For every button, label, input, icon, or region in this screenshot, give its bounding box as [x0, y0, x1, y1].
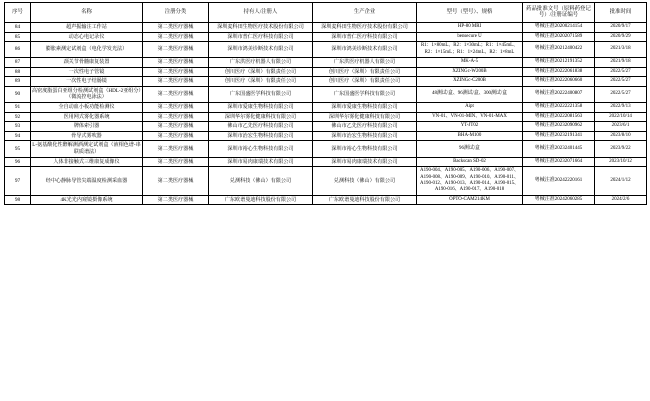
cell-device-name: 高密度脂蛋白亚组分检测试剂盒（HDL-2亚组分）（微流控电泳法） — [31, 86, 143, 102]
cell-device-name: 全自动血小板功能检测仪 — [31, 102, 143, 112]
cell-model-spec: XZINGc-W200B — [417, 67, 523, 77]
cell-device-name: 超声振输注工作站 — [31, 22, 143, 32]
cell-approval-date: 2022/5/27 — [595, 67, 647, 77]
cell-model-spec: XZINGc-C200B — [417, 77, 523, 87]
cell-index: 97 — [5, 167, 31, 196]
cell-approval-date: 2024/2/6 — [595, 195, 647, 205]
cell-holder: 深圳华尔雾化健康科技有限公司 — [209, 112, 313, 122]
cell-registration-class: 第二类医疗器械 — [143, 157, 209, 167]
cell-approval-number: 粤械注准20200214154 — [523, 22, 595, 32]
cell-approval-date: 2020/9/29 — [595, 32, 647, 42]
cell-manufacturer: 广东洪医疗机器人有限公司 — [313, 57, 417, 67]
cell-registration-class: 第二类医疗器械 — [143, 131, 209, 141]
cell-approval-date: 2022/9/13 — [595, 102, 647, 112]
cell-approval-date: 2022/10/14 — [595, 112, 647, 122]
cell-approval-date: 2024/1/12 — [595, 167, 647, 196]
cell-approval-number: 粤械注准20222081563 — [523, 112, 595, 122]
cell-registration-class: 第二类医疗器械 — [143, 67, 209, 77]
cell-index: 88 — [5, 67, 31, 77]
table-row — [5, 102, 647, 112]
cell-holder: 深圳市易肉康瑞技术有限公司 — [209, 157, 313, 167]
cell-manufacturer: 创川医疗（深圳）有限责任公司 — [313, 67, 417, 77]
table-row — [5, 22, 647, 32]
cell-registration-class: 第二类医疗器械 — [143, 32, 209, 42]
table-row — [5, 57, 647, 67]
table-header — [5, 3, 647, 23]
cell-approval-number: 粤械注准20232401445 — [523, 141, 595, 157]
cell-manufacturer: 深圳华尔雾化健康科技有限公司 — [313, 112, 417, 122]
cell-approval-date: 2022/5/27 — [595, 86, 647, 102]
cell-device-name: 动态心电记录仪 — [31, 32, 143, 42]
cell-index: 91 — [5, 102, 31, 112]
cell-index: 85 — [5, 32, 31, 42]
cell-index: 87 — [5, 57, 31, 67]
cell-holder: 兑测科技（佛山）有限公司 — [209, 167, 313, 196]
cell-index: 98 — [5, 195, 31, 205]
table-row — [5, 67, 647, 77]
table-header-row — [5, 3, 647, 23]
cell-registration-class: 第二类医疗器械 — [143, 42, 209, 58]
table-body — [5, 22, 647, 204]
column-header-manufacturer: 生产企业 — [313, 3, 417, 23]
cell-approval-number: 粤械注准20232071664 — [523, 157, 595, 167]
cell-manufacturer: 广东欧谱曼迪科技股份有限公司 — [313, 195, 417, 205]
cell-holder: 深圳市鸿美诊断技术有限公司 — [209, 42, 313, 58]
cell-manufacturer: 深圳市易肉康瑞技术有限公司 — [313, 157, 417, 167]
cell-approval-number: 粤械注准20222061838 — [523, 67, 595, 77]
column-header-approval-number: 药品批准文号（原料药登记号）/注册证编号 — [523, 3, 595, 23]
cell-device-name: 骨导式雾吹器 — [31, 131, 143, 141]
table-row — [5, 195, 647, 205]
cell-holder: 佛山市乙先医疗科技有限公司 — [209, 122, 313, 132]
cell-device-name: 牌体索引器 — [31, 122, 143, 132]
column-header-name: 名称 — [31, 3, 143, 23]
cell-manufacturer: 深圳市裕心生物科技有限公司 — [313, 141, 417, 157]
cell-device-name: 4K光光内窥镜摄像系统 — [31, 195, 143, 205]
cell-approval-number: 粤械注准20212191352 — [523, 57, 595, 67]
cell-device-name: L-氨基酸化性酵解测酒测定试剂盒（液相色谱-串联质谱法） — [31, 141, 143, 157]
cell-holder: 深圳市普仁医疗科技有限公司 — [209, 32, 313, 42]
cell-manufacturer: 创川医疗（深圳）有限责任公司 — [313, 77, 417, 87]
cell-manufacturer: 兑测科技（佛山）有限公司 — [313, 167, 417, 196]
cell-model-spec: YT-JT02 — [417, 122, 523, 132]
cell-device-name: 人体非接触式三维康复成像仪 — [31, 157, 143, 167]
cell-manufacturer: 深圳市普仁医疗科技有限公司 — [313, 32, 417, 42]
cell-holder: 广东欧谱曼迪科技股份有限公司 — [209, 195, 313, 205]
cell-approval-number: 粤械注准20242220161 — [523, 167, 595, 196]
cell-approval-number: 粤械注准20202071589 — [523, 32, 595, 42]
column-header-model: 型号（型号）、规格 — [417, 3, 523, 23]
cell-model-spec: bensecure U — [417, 32, 523, 42]
cell-model-spec: MK-A-5 — [417, 57, 523, 67]
cell-device-name: 医用网式雾化器系统 — [31, 112, 143, 122]
cell-registration-class: 第二类医疗器械 — [143, 195, 209, 205]
cell-model-spec: BHA-M100 — [417, 131, 523, 141]
table-row — [5, 122, 647, 132]
cell-approval-number: 粤械注准20232191341 — [523, 131, 595, 141]
cell-approval-date: 2022/5/27 — [595, 77, 647, 87]
cell-holder: 广东国盛医学科技有限公司 — [209, 86, 313, 102]
cell-holder: 创川医疗（深圳）有限责任公司 — [209, 77, 313, 87]
table-row — [5, 86, 647, 102]
cell-manufacturer: 广东国盛医学科技有限公司 — [313, 86, 417, 102]
cell-registration-class: 第二类医疗器械 — [143, 102, 209, 112]
cell-device-name: 一次性电子结肠镜 — [31, 77, 143, 87]
cell-approval-number: 粤械注准20232090962 — [523, 122, 595, 132]
cell-index: 93 — [5, 122, 31, 132]
cell-holder: 深圳市治宏生物科技有限公司 — [209, 131, 313, 141]
table-row — [5, 32, 647, 42]
cell-device-name: 颈关节骨髓康复装置 — [31, 57, 143, 67]
cell-holder: 创川医疗（深圳）有限责任公司 — [209, 67, 313, 77]
table-row — [5, 157, 647, 167]
cell-registration-class: 第二类医疗器械 — [143, 122, 209, 132]
cell-device-name: 膨胀素测定试剂盒（电化学发光法） — [31, 42, 143, 58]
cell-index: 90 — [5, 86, 31, 102]
cell-device-name: 经中心静脉导管尖端温度检测采血器 — [31, 167, 143, 196]
table-row — [5, 167, 647, 196]
table-row — [5, 141, 647, 157]
cell-index: 92 — [5, 112, 31, 122]
cell-index: 84 — [5, 22, 31, 32]
cell-index: 95 — [5, 141, 31, 157]
cell-registration-class: 第二类医疗器械 — [143, 86, 209, 102]
cell-model-spec: A190-004、A190-005、A190-006、A190-007、A190-008、A190-009、A190-010、A190-011、A190-012、A190-013、A190-014、A190-015、A190-016、A190-017、A190-018 — [417, 167, 523, 196]
table-row — [5, 42, 647, 58]
cell-model-spec: Backscan SD-02 — [417, 157, 523, 167]
cell-model-spec: 48测试/盒、96测试/盒、300测试/盒 — [417, 86, 523, 102]
cell-manufacturer: 深圳麦科田生物医疗技术股份有限公司 — [313, 22, 417, 32]
cell-approval-date: 2020/9/17 — [595, 22, 647, 32]
cell-registration-class: 第二类医疗器械 — [143, 167, 209, 196]
cell-model-spec: 96测试/盒 — [417, 141, 523, 157]
cell-model-spec: R1：1×80mL、R2：1×30mL；R1：1×45mL、R2：1×15mL；R1：1×24mL、R2：1×8mL — [417, 42, 523, 58]
cell-approval-date: 2021/3/18 — [595, 42, 647, 58]
column-header-approval-date: 批准时间 — [595, 3, 647, 23]
cell-registration-class: 第二类医疗器械 — [143, 77, 209, 87]
cell-index: 86 — [5, 42, 31, 58]
cell-model-spec: VN-01、VN-01-MIN、VN-01-MAX — [417, 112, 523, 122]
cell-registration-class: 第二类医疗器械 — [143, 57, 209, 67]
cell-model-spec: Aipt — [417, 102, 523, 112]
cell-approval-number: 粤械注准20212400422 — [523, 42, 595, 58]
cell-device-name: 一次性电子管镜 — [31, 67, 143, 77]
cell-registration-class: 第二类医疗器械 — [143, 141, 209, 157]
cell-manufacturer: 深圳市治宏生物科技有限公司 — [313, 131, 417, 141]
cell-registration-class: 第二类医疗器械 — [143, 112, 209, 122]
table-row — [5, 77, 647, 87]
column-header-index: 序号 — [5, 3, 31, 23]
cell-approval-date: 2021/9/18 — [595, 57, 647, 67]
cell-index: 89 — [5, 77, 31, 87]
cell-manufacturer: 深圳市爱康生物科技有限公司 — [313, 102, 417, 112]
cell-registration-class: 第二类医疗器械 — [143, 22, 209, 32]
cell-approval-number: 粤械注准20222400807 — [523, 86, 595, 102]
cell-approval-date: 2023/9/22 — [595, 141, 647, 157]
cell-manufacturer: 佛山市乙先医疗科技有限公司 — [313, 122, 417, 132]
cell-model-spec: OPTO-CAM214KM — [417, 195, 523, 205]
cell-model-spec: HP-80 MRI — [417, 22, 523, 32]
cell-holder: 深圳麦科田生物医疗技术股份有限公司 — [209, 22, 313, 32]
cell-holder: 深圳市爱康生物科技有限公司 — [209, 102, 313, 112]
table-row — [5, 112, 647, 122]
cell-index: 94 — [5, 131, 31, 141]
cell-approval-number: 粤械注准20242060285 — [523, 195, 595, 205]
cell-approval-number: 粤械注准20222060660 — [523, 77, 595, 87]
column-header-holder: 持有人/注册人 — [209, 3, 313, 23]
column-header-class: 注册分类 — [143, 3, 209, 23]
cell-approval-date: 2023/10/12 — [595, 157, 647, 167]
medical-device-registration-table — [4, 2, 647, 205]
table-row — [5, 131, 647, 141]
cell-approval-date: 2023/6/1 — [595, 122, 647, 132]
cell-manufacturer: 深圳市鸿美诊断技术有限公司 — [313, 42, 417, 58]
cell-holder: 深圳市裕心生物科技有限公司 — [209, 141, 313, 157]
cell-approval-date: 2023/8/10 — [595, 131, 647, 141]
cell-holder: 广东洪医疗机器人有限公司 — [209, 57, 313, 67]
cell-index: 96 — [5, 157, 31, 167]
cell-approval-number: 粤械注准20222221358 — [523, 102, 595, 112]
